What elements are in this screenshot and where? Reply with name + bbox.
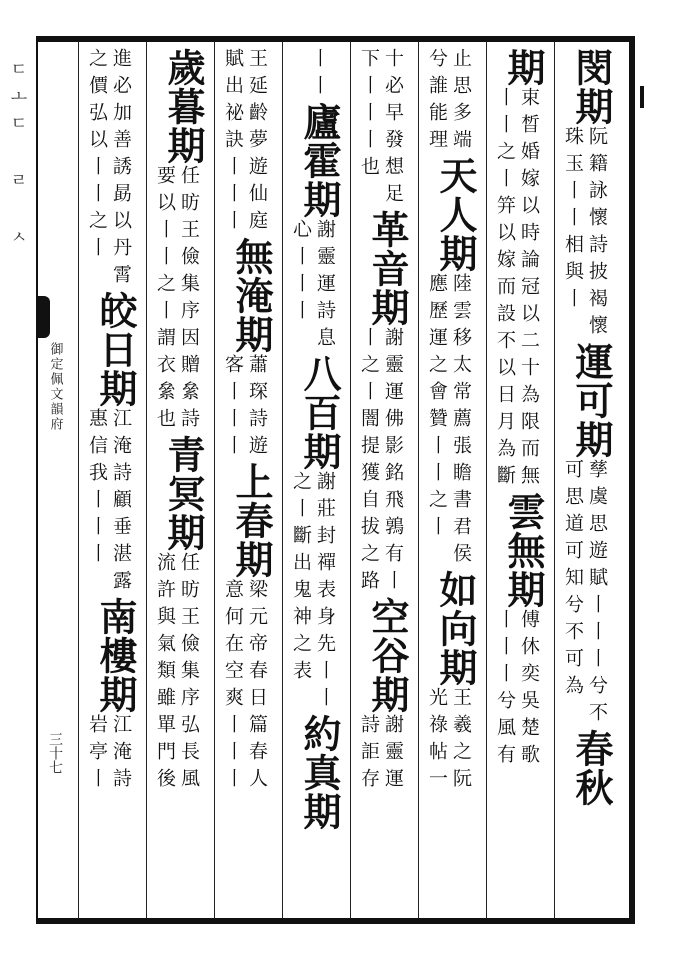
annotation-text: 謝莊封禪表身先丨丨 (314, 471, 336, 714)
text-column (562, 48, 620, 807)
annotation-text: 之丨斷出鬼神之表 (290, 471, 312, 687)
headword: 革音期 (365, 210, 410, 327)
column-rule (146, 42, 147, 918)
annotation-text: 謝靈運佛影銘飛鶉有丨 (382, 327, 404, 597)
headword: 閔期 (569, 48, 614, 126)
text-column (154, 48, 212, 795)
headword: 上春期 (229, 462, 274, 579)
gutter-title (40, 342, 70, 432)
annotation-text: 之價弘以丨丨之丨 (86, 48, 108, 264)
annotation-pair (494, 609, 540, 771)
annotation-text: 陸雲移太常薦張瞻書君侯 (450, 273, 472, 570)
annotation-text: 進必加善誘勗以丹霄 (110, 48, 132, 291)
annotation-text: 止思多端 (450, 48, 472, 156)
column-rule (418, 42, 419, 918)
text-column (358, 48, 416, 795)
scan-mark (640, 86, 644, 108)
column-rule (282, 42, 283, 918)
annotation-text: 珠玉丨丨相與丨 (562, 126, 584, 315)
annotation-text: 岩亭丨 (86, 714, 108, 795)
annotation-text: 賦出祕訣丨丨丨 (222, 48, 244, 237)
annotation-pair (426, 687, 472, 795)
text-column (86, 48, 144, 795)
annotation-text: 王羲之阮 (450, 687, 472, 795)
headword: 期 (501, 48, 546, 87)
column-rule (486, 42, 487, 918)
column-rule (554, 42, 555, 918)
headword: 南樓期 (93, 597, 138, 714)
headword: 雲無期 (501, 492, 546, 609)
folio-number (40, 732, 70, 774)
annotation-text: 丨丨丨兮風有 (494, 609, 516, 771)
annotation-pair (358, 48, 404, 210)
annotation-text: 心丨丨丨 (290, 219, 312, 327)
text-column (222, 48, 280, 795)
column-rule (214, 42, 215, 918)
annotation-pair (154, 552, 200, 795)
text-column (494, 48, 552, 771)
annotation-pair (494, 87, 540, 492)
annotation-pair (426, 273, 472, 570)
annotation-text: 阮籍詠懷詩披褐懷 (586, 126, 608, 342)
headword: 廬霍期 (297, 102, 342, 219)
headword: 皎日期 (93, 291, 138, 408)
annotation-text: 蕭琛詩遊 (246, 354, 268, 462)
annotation-pair (222, 579, 268, 795)
annotation-text: 流許與氣類雖單門後 (154, 552, 176, 795)
annotation-pair (426, 48, 472, 156)
annotation-pair (290, 219, 336, 354)
annotation-text: 束晳婚嫁以時論冠以二十為限而無 (518, 87, 540, 492)
annotation-text: 要以丨丨之丨謂衣絫也 (154, 165, 176, 435)
margin-text: ㄷㅗㄷ ㄹ ㅅ (6, 60, 27, 255)
column-rule (350, 42, 351, 918)
headword: 無淹期 (229, 237, 274, 354)
annotation-text: 傅休奕吳楚歌 (518, 609, 540, 771)
annotation-text: 光祿帖一 (426, 687, 448, 795)
annotation-pair (290, 471, 336, 714)
text-column (426, 48, 484, 795)
gutter-title-text: 御定佩文韻府 (47, 342, 63, 432)
fishtail-mark (36, 296, 50, 338)
frame-bottom-border (36, 918, 635, 924)
annotation-text: 任昉王儉集序因贈絫詩 (178, 165, 200, 435)
annotation-text: 任昉王儉集序弘長風 (178, 552, 200, 795)
annotation-text: 十必早發想足 (382, 48, 404, 210)
annotation-pair (222, 354, 268, 462)
annotation-text: 丨丨之丨笄以嫁而設不以日月為斷 (494, 87, 516, 492)
annotation-text: 客丨丨丨 (222, 354, 244, 462)
annotation-text: 江淹詩 (110, 714, 132, 795)
frame-left-border (36, 36, 38, 924)
annotation-pair (86, 408, 132, 597)
annotation-text: 下丨丨丨也 (358, 48, 380, 183)
annotation-pair (154, 165, 200, 435)
headword: 如向期 (433, 570, 478, 687)
text-column (290, 48, 348, 831)
annotation-pair (358, 327, 404, 597)
annotation-pair (86, 714, 132, 795)
headword: 運可期 (569, 342, 614, 459)
headword: 青冥期 (161, 435, 206, 552)
headword: 春秋 (569, 729, 614, 807)
frame-top-border (36, 36, 635, 42)
annotation-text: 孳虞思遊賦丨丨丨兮不 (586, 459, 608, 729)
annotation-text: 梁元帝春日篇春人 (246, 579, 268, 795)
annotation-pair (358, 714, 404, 795)
annotation-text: 謝靈運 (382, 714, 404, 795)
annotation-text: 兮誰能理 (426, 48, 448, 156)
headword: 天人期 (433, 156, 478, 273)
annotation-text: 丨之丨闇提獲自拔之路 (358, 327, 380, 597)
headword: 約真期 (297, 714, 342, 831)
folio-text: 三十七 (47, 732, 63, 774)
headword: 歲暮期 (161, 48, 206, 165)
annotation-text: 意何在空爽丨丨丨 (222, 579, 244, 795)
annotation-text: 丨丨 (308, 48, 330, 102)
annotation-text: 可思道可知兮不可為 (562, 459, 584, 702)
annotation-text: 江淹詩顧垂湛露 (110, 408, 132, 597)
frame-right-border (629, 36, 635, 924)
headword: 空谷期 (365, 597, 410, 714)
annotation-pair (86, 48, 132, 291)
annotation-text: 惠信我丨丨丨 (86, 408, 108, 570)
annotation-pair (562, 459, 608, 729)
annotation-text: 謝靈運詩息 (314, 219, 336, 354)
outer-margin-text (2, 60, 32, 255)
headword: 八百期 (297, 354, 342, 471)
column-rule (78, 42, 79, 918)
annotation-text: 王延齡夢遊仙庭 (246, 48, 268, 237)
annotation-pair (562, 126, 608, 342)
annotation-text: 詩詎存 (358, 714, 380, 795)
annotation-pair (222, 48, 268, 237)
annotation-text: 應歷運之會贊丨丨之丨 (426, 273, 448, 543)
